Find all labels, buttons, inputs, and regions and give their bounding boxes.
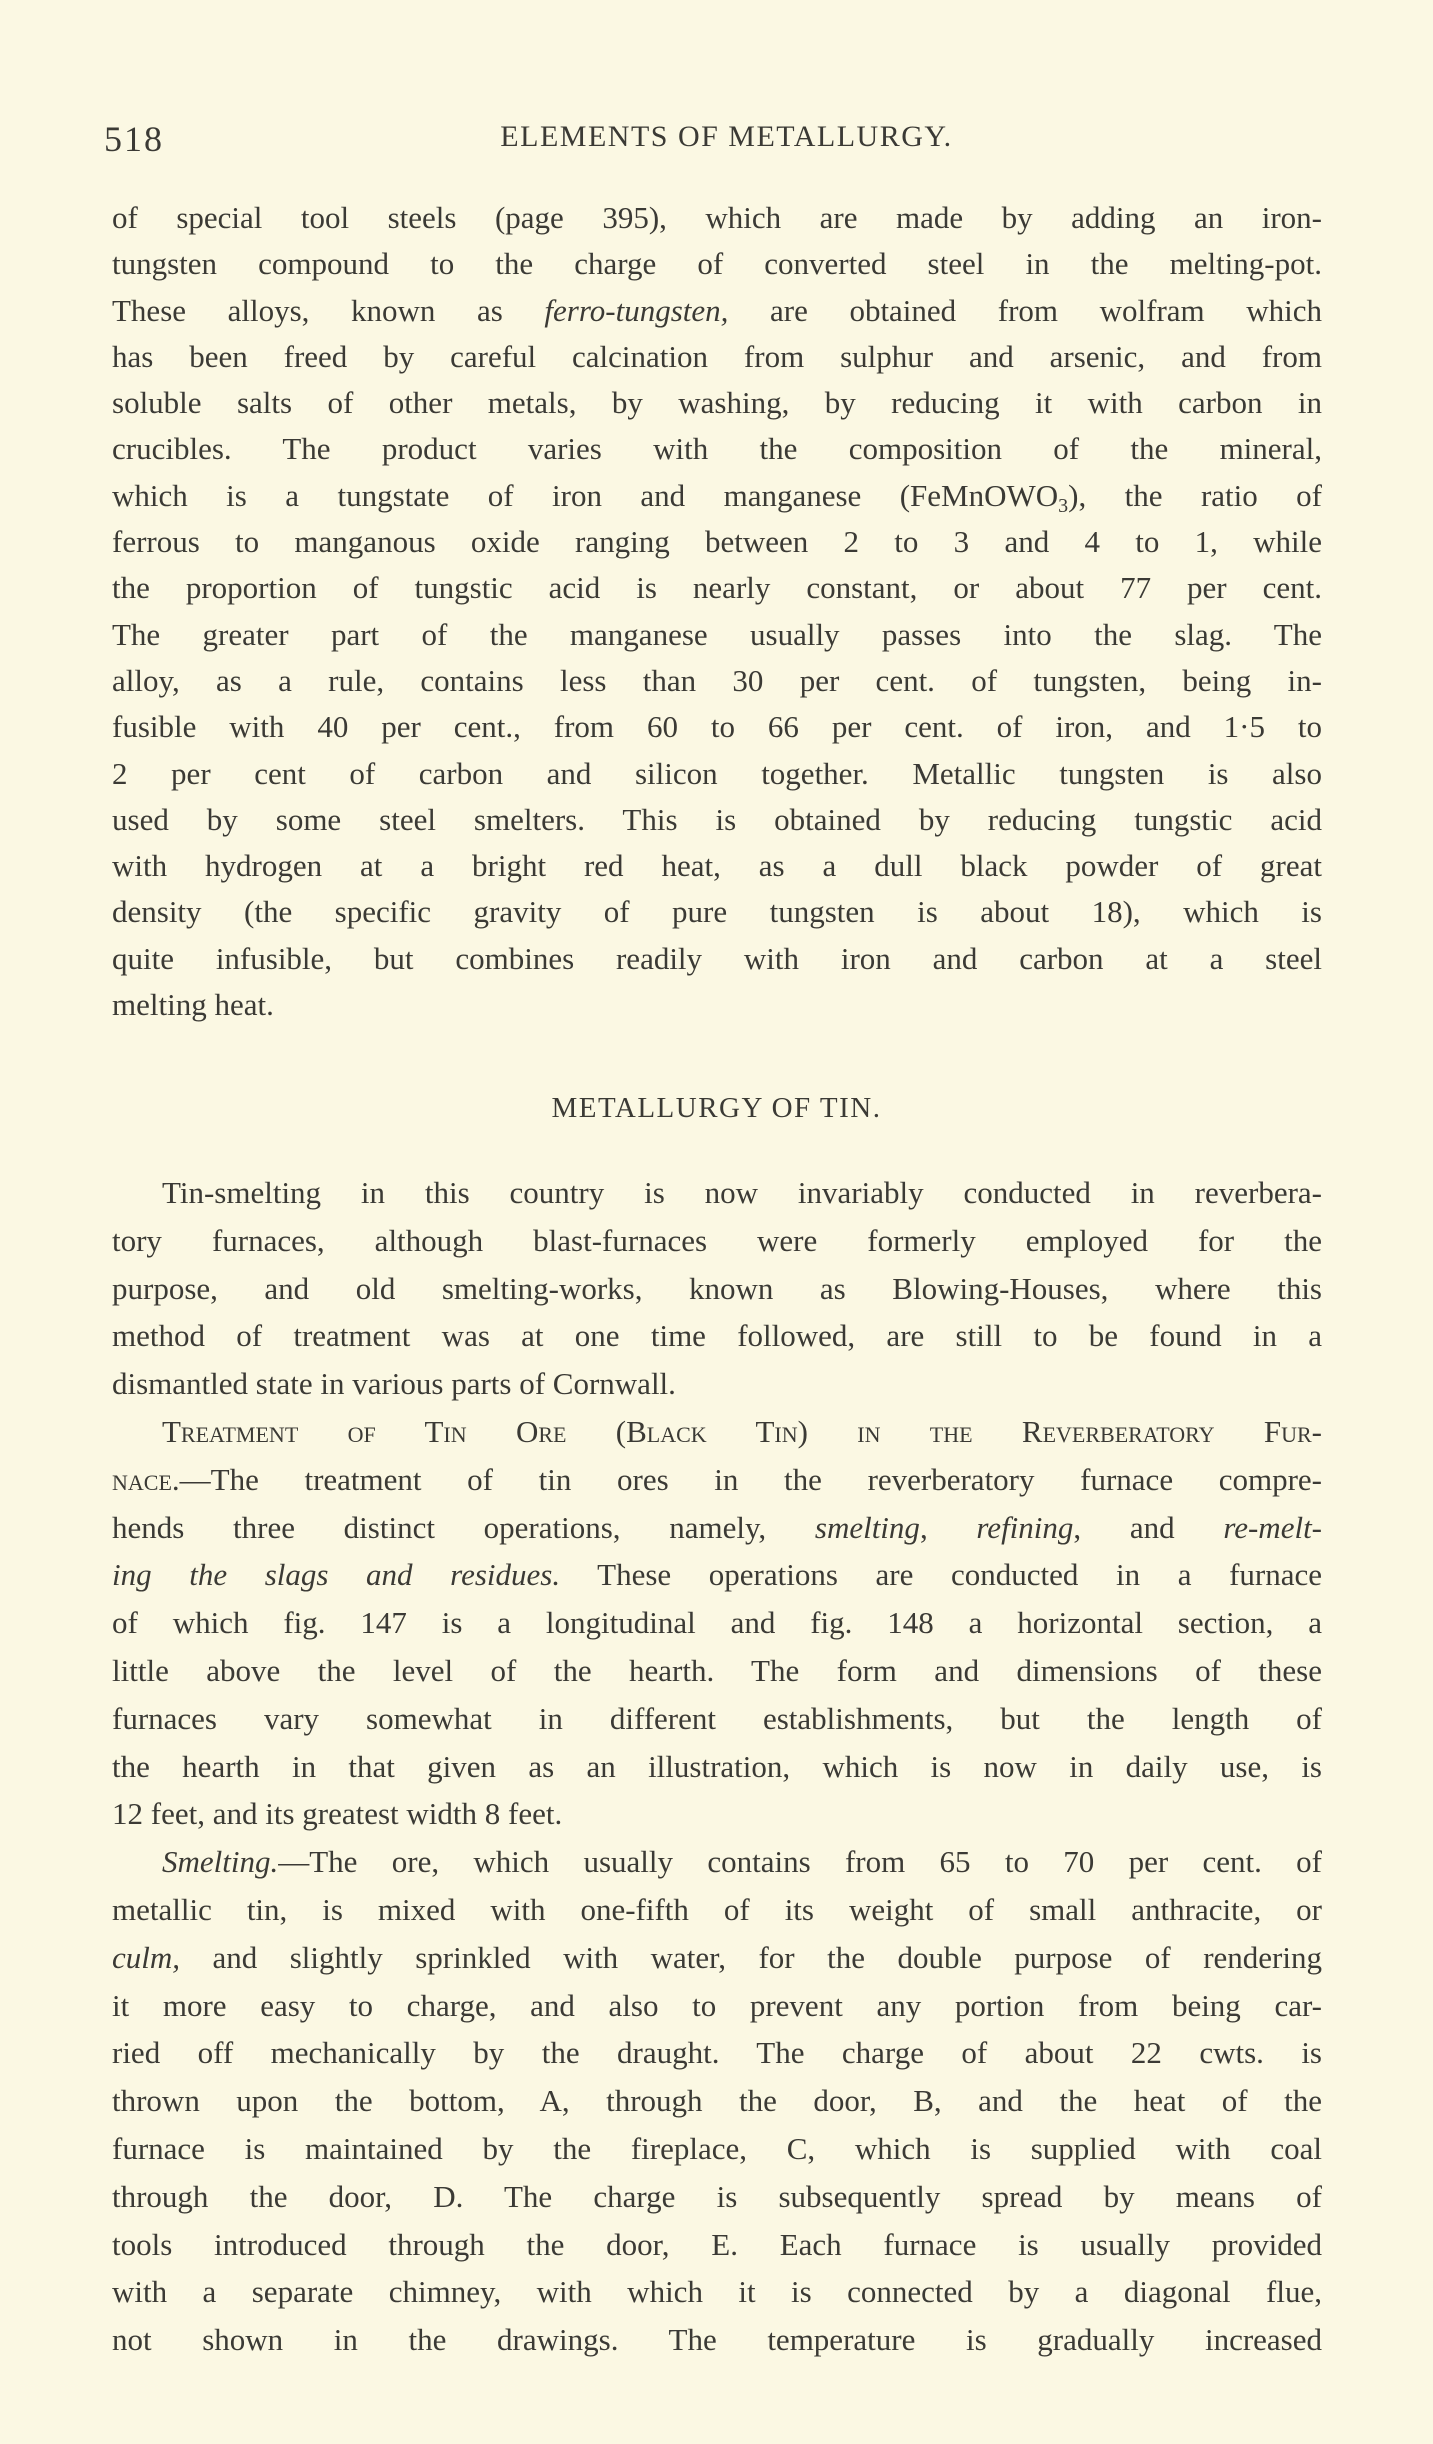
text-run: method of treatment was at one time followed, are still to be found in a: [112, 1318, 1322, 1354]
text-line: [112, 751, 1322, 797]
text-run: The greater part of the manganese usually passes into the slag. The: [112, 616, 1322, 652]
text-line: [112, 1456, 1322, 1504]
text-line: [112, 1695, 1322, 1743]
text-run: ferrous to manganous oxide ranging between 2 to 3 and 4 to 1, while: [112, 524, 1322, 560]
text-run: furnaces vary somewhat in different establishments, but the length of: [112, 1700, 1322, 1736]
text-run: ,: [919, 1509, 977, 1545]
text-run: through the door, D. The charge is subsequently spread by means of: [112, 2178, 1322, 2214]
text-line: [112, 565, 1322, 611]
text-run: alloy, as a rule, contains less than 30 per cent. of tungsten, being in-: [112, 662, 1322, 698]
text-run: crucibles. The product varies with the composition of the mineral,: [112, 431, 1322, 467]
text-line: [112, 1982, 1322, 2030]
text-line: [112, 334, 1322, 380]
text-run: These operations are conducted in a furnace: [560, 1557, 1322, 1593]
text-line: [112, 2077, 1322, 2125]
text-run: not shown in the drawings. The temperature is gradually increased: [112, 2322, 1322, 2358]
text-run: hends three distinct operations, namely,: [112, 1509, 815, 1545]
text-run: fusible with 40 per cent., from 60 to 66 per cent. of iron, and 1·5 to: [112, 709, 1322, 745]
text-run: thrown upon the bottom, A, through the door, B, and the heat of the: [112, 2083, 1322, 2119]
text-line: [112, 2125, 1322, 2173]
text-run: density (the specific gravity of pure tungsten is about 18), which is: [112, 894, 1322, 930]
text-line: [112, 1217, 1322, 1265]
text-run: —The treatment of tin ores in the reverberatory furnace compre-: [179, 1461, 1322, 1497]
text-line: [112, 1551, 1322, 1599]
text-line: [112, 1790, 1322, 1838]
text-run: has been freed by careful calcination from sulphur and arsenic, and from: [112, 338, 1322, 374]
text-run: melting heat.: [112, 987, 274, 1023]
text-line: [112, 288, 1322, 334]
italic-text: Smelting.: [162, 1844, 279, 1880]
text-line: [112, 843, 1322, 889]
text-line: [112, 1360, 1322, 1408]
text-run: tungsten compound to the charge of converted steel in the melting-pot.: [112, 246, 1322, 282]
text-line: [112, 1647, 1322, 1695]
text-line: [112, 797, 1322, 843]
italic-text: ferro-tungsten,: [544, 292, 729, 328]
text-line: [112, 1504, 1322, 1552]
text-line: [112, 2268, 1322, 2316]
text-run: the hearth in that given as an illustration, which is now in daily use, is: [112, 1748, 1322, 1784]
text-run: 2 per cent of carbon and silicon together. Metallic tungsten is also: [112, 755, 1322, 791]
text-line: [112, 704, 1322, 750]
text-run: ried off mechanically by the draught. The charge of about 22 cwts. is: [112, 2035, 1322, 2071]
text-line: [112, 195, 1322, 241]
text-run: and slightly sprinkled with water, for the double purpose of rendering: [180, 1939, 1322, 1975]
text-line: [112, 1934, 1322, 1982]
text-line: [112, 936, 1322, 982]
text-run: 12 feet, and its greatest width 8 feet.: [112, 1796, 563, 1832]
paragraph-ferro-tungsten: [112, 195, 1322, 1028]
text-line: [112, 1599, 1322, 1647]
text-run: with hydrogen at a bright red heat, as a dull black powder of great: [112, 848, 1322, 884]
text-line: [112, 658, 1322, 704]
text-run: quite infusible, but combines readily with iron and carbon at a steel: [112, 940, 1322, 976]
text-run: little above the level of the hearth. The form and dimensions of these: [112, 1652, 1322, 1688]
running-title: ELEMENTS OF METALLURGY.: [500, 120, 953, 153]
text-run: the proportion of tungstic acid is nearly constant, or about 77 per cent.: [112, 570, 1322, 606]
text-line: [112, 380, 1322, 426]
text-run: These alloys, known as: [112, 292, 545, 328]
text-line: [112, 241, 1322, 287]
text-run: used by some steel smelters. This is obtained by reducing tungstic acid: [112, 801, 1322, 837]
text-run: furnace is maintained by the fireplace, C, which is supplied with coal: [112, 2130, 1322, 2166]
small-caps-text: nace.: [112, 1461, 180, 1497]
italic-text: culm,: [112, 1939, 181, 1975]
text-run: tools introduced through the door, E. Each furnace is usually provided: [112, 2226, 1322, 2262]
italic-text: smelting: [814, 1509, 920, 1545]
text-line: [112, 889, 1322, 935]
small-caps-text: Treatment of Tin Ore (Black Tin) in the Reverberatory Fur-: [162, 1413, 1322, 1449]
text-run: ), the ratio of: [1068, 477, 1322, 513]
text-line: [112, 1408, 1322, 1456]
italic-text: ing the slags and residues.: [112, 1557, 561, 1593]
text-line: [112, 2029, 1322, 2077]
text-run: Tin-smelting in this country is now invariably conducted in reverbera-: [162, 1175, 1322, 1210]
text-line: [112, 2316, 1322, 2364]
text-line: [112, 1312, 1322, 1360]
subscript: 3: [1058, 494, 1069, 517]
text-run: soluble salts of other metals, by washing, by reducing it with carbon in: [112, 385, 1322, 421]
section-heading: METALLURGY OF TIN.: [551, 1092, 882, 1124]
text-run: —The ore, which usually contains from 65 to 70 per cent. of: [278, 1844, 1322, 1880]
text-line: [112, 2173, 1322, 2221]
text-line: [112, 426, 1322, 472]
italic-text: re-melt-: [1223, 1509, 1323, 1545]
text-run: with a separate chimney, with which it is connected by a diagonal flue,: [112, 2274, 1322, 2310]
text-line: [112, 982, 1322, 1028]
page-number: 518: [104, 119, 164, 159]
text-run: , and: [1073, 1509, 1224, 1545]
text-line: [112, 1169, 1322, 1217]
text-line: [112, 1743, 1322, 1791]
section-body-tin: [112, 1169, 1322, 2364]
text-run: tory furnaces, although blast-furnaces were formerly employed for the: [112, 1222, 1322, 1258]
text-line: [112, 1838, 1322, 1886]
text-run: are obtained from wolfram which: [728, 292, 1323, 328]
text-line: [112, 1886, 1322, 1934]
text-run: of which fig. 147 is a longitudinal and fig. 148 a horizontal section, a: [112, 1605, 1322, 1641]
text-run: dismantled state in various parts of Cornwall.: [112, 1366, 676, 1402]
text-run: of special tool steels (page 395), which are made by adding an iron-: [112, 200, 1322, 235]
text-run: purpose, and old smelting-works, known as Blowing-Houses, where this: [112, 1270, 1322, 1306]
text-run: it more easy to charge, and also to prevent any portion from being car-: [112, 1987, 1322, 2023]
text-run: which is a tungstate of iron and manganese (FeMnOWO: [112, 477, 1059, 513]
text-line: [112, 2221, 1322, 2269]
text-line: [112, 1265, 1322, 1313]
text-run: metallic tin, is mixed with one-fifth of its weight of small anthracite, or: [112, 1891, 1322, 1927]
text-line: [112, 612, 1322, 658]
text-line: [112, 519, 1322, 565]
text-line: [112, 473, 1322, 519]
italic-text: refining: [976, 1509, 1074, 1545]
